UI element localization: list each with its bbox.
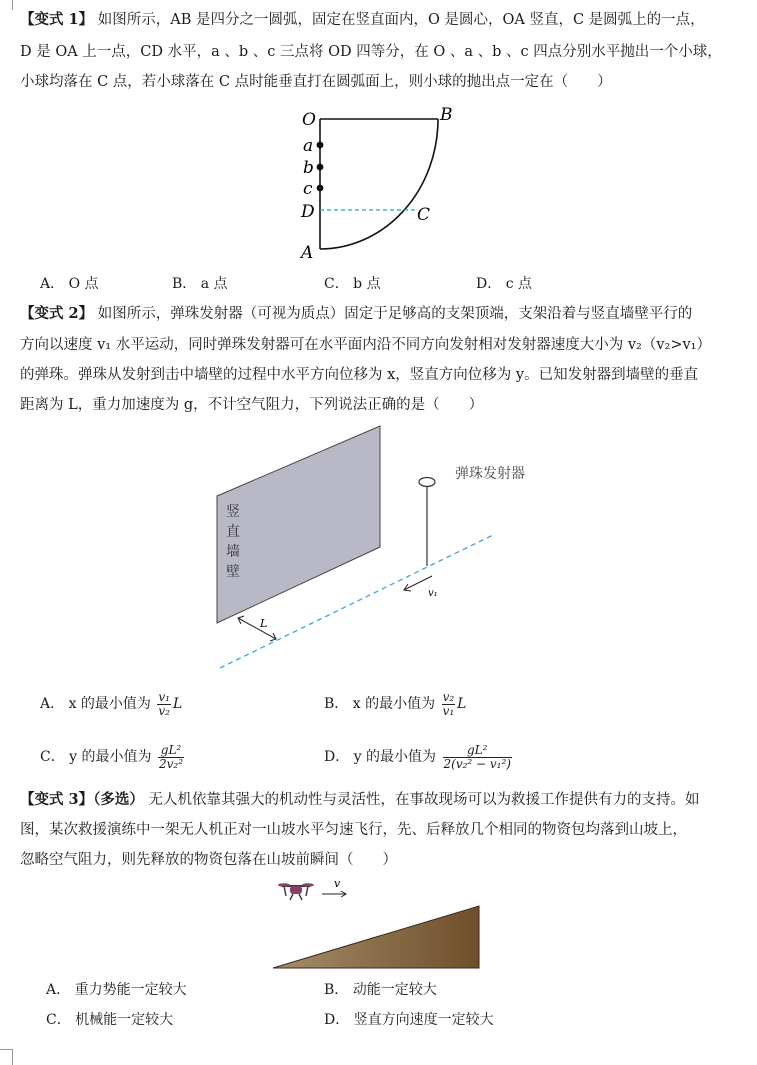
q1-option-d-letter: D．: [476, 276, 502, 292]
q2-option-a[interactable]: [40, 689, 182, 719]
q3-option-b-text: 动能一定较大: [352, 982, 437, 998]
q3-slope: [273, 906, 479, 968]
q3-option-c-letter: C．: [46, 1012, 71, 1028]
q2-launcher-label: 弹珠发射器: [455, 466, 525, 482]
drone-icon: [278, 883, 314, 900]
q1-label-a: a: [303, 136, 314, 156]
q2-option-a-letter: A．: [40, 696, 65, 712]
q2-option-d-letter: D．: [324, 749, 350, 765]
q3-drone-slope-figure: [260, 874, 490, 974]
page-corner-mark-bottom-left: [0, 1049, 12, 1050]
q1-text-1: 如图所示，AB 是四分之一圆弧，固定在竖直面内，O 是圆心，OA 竖直，C 是圆弧上的一点，: [97, 12, 705, 28]
q2-text-1: 如图所示，弹珠发射器（可视为质点）固定于足够高的支架顶端，支架沿着与竖直墙壁平行的: [97, 306, 693, 322]
q2-wall-launcher-figure: [200, 420, 540, 675]
q1-label-b: b: [303, 158, 314, 178]
q2-v1-label: v₁: [428, 588, 438, 599]
q3-option-a-text: 重力势能一定较大: [74, 982, 187, 998]
q3-line-2: 图，某次救援演练中一架无人机正对一山坡水平匀速飞行，先、后释放几个相同的物资包均落到山坡上，: [20, 822, 687, 838]
q2-option-c-denominator: 2v₂²: [158, 756, 184, 771]
q2-wall-label-2: 直: [226, 524, 240, 540]
q2-option-c-fraction: [158, 744, 184, 771]
q3-option-c-text: 机械能一定较大: [75, 1012, 174, 1028]
q2-option-a-suffix: L: [172, 696, 183, 712]
q2-wall-label-3: 墙: [226, 544, 240, 560]
q1-line-2: D 是 OA 上一点，CD 水平，a 、b 、c 三点将 OD 四等分，在 O 、a 、b 、c 四点分别水平抛出一个小球，: [20, 44, 722, 60]
q2-wall-label-4: 壁: [226, 564, 240, 580]
q2-L-label: L: [260, 617, 268, 630]
q1-line-3: 小球均落在 C 点，若小球落在 C 点时能垂直打在圆弧面上，则小球的抛出点一定在（ ）: [20, 74, 612, 90]
q2-option-b-denominator: v₁: [442, 703, 455, 718]
q2-option-d[interactable]: [324, 742, 514, 772]
q2-option-a-prefix: x 的最小值为: [68, 696, 151, 712]
q1-option-b-text: a 点: [200, 276, 228, 292]
page-corner-mark-top-left: [12, 0, 13, 10]
q3-option-d[interactable]: [324, 1010, 494, 1030]
q3-option-b-letter: B．: [324, 982, 349, 998]
q2-L-arrow-line: [238, 618, 276, 639]
q1-option-d-text: c 点: [505, 276, 532, 292]
q2-line-1: [20, 304, 692, 324]
q3-option-c[interactable]: [46, 1010, 173, 1030]
q2-line-3: 的弹珠。弹珠从发射到击中墙壁的过程中水平方向位移为 x，竖直方向位移为 y。已知发射器到墙壁的垂直: [20, 367, 699, 383]
q1-option-c-text: b 点: [353, 276, 381, 292]
q2-option-b-suffix: L: [457, 696, 467, 712]
q1-label-B: B: [440, 105, 453, 125]
q2-option-d-denominator: 2(v₂² − v₁²): [443, 756, 511, 771]
q1-label-A: A: [301, 243, 314, 263]
q1-option-c[interactable]: [324, 274, 381, 294]
q1-line-1: [20, 10, 705, 30]
q2-option-d-numerator: gL²: [443, 744, 512, 758]
page-corner-mark-bottom-left-v: [12, 1049, 13, 1065]
q2-vertical-wall: [217, 426, 380, 623]
q1-option-a-letter: A．: [40, 276, 65, 292]
q2-launcher: [419, 478, 435, 487]
q3-line-1: [20, 790, 700, 810]
q2-option-d-fraction: [443, 744, 512, 771]
q3-v-label: v: [334, 877, 341, 890]
q1-arc-AB: [320, 119, 438, 249]
q2-tag: 【变式 2】: [20, 305, 94, 322]
q1-option-a-text: O 点: [68, 276, 99, 292]
q2-option-d-prefix: y 的最小值为: [353, 749, 437, 765]
q2-option-b-prefix: x 的最小值为: [352, 696, 436, 712]
q1-label-C: C: [417, 205, 431, 225]
q3-tag: 【变式 3】（多选）: [20, 791, 144, 808]
q2-option-a-fraction: [157, 691, 171, 718]
q2-option-a-numerator: v₁: [158, 689, 170, 704]
q1-label-D: D: [301, 202, 315, 222]
q2-option-b-numerator: v₂: [442, 689, 455, 704]
q2-option-b-letter: B．: [324, 696, 349, 712]
q1-point-c: [317, 185, 324, 192]
q3-option-b[interactable]: [324, 980, 437, 1000]
q3-option-a-letter: A．: [46, 982, 71, 998]
q1-option-b[interactable]: [172, 274, 228, 294]
q3-option-a[interactable]: [46, 980, 187, 1000]
q2-wall-label-1: 竖: [226, 504, 240, 520]
q1-label-O: O: [302, 110, 316, 130]
q1-option-a[interactable]: [40, 274, 99, 294]
q3-text-1: 无人机依靠其强大的机动性与灵活性，在事故现场可以为救援工作提供有力的支持。如: [148, 792, 700, 808]
q3-option-d-letter: D．: [324, 1012, 350, 1028]
q2-option-a-denominator: v₂: [158, 703, 170, 718]
q1-label-c: c: [303, 179, 313, 199]
q1-option-d[interactable]: [476, 274, 532, 294]
q1-quarter-arc-figure: [290, 100, 470, 265]
q3-line-3: 忽略空气阻力，则先释放的物资包落在山坡前瞬间（ ）: [20, 852, 397, 868]
q1-point-b: [317, 164, 324, 171]
q2-option-c-numerator: gL²: [158, 744, 184, 758]
q2-option-b-fraction: [442, 691, 456, 718]
q1-option-b-letter: B．: [172, 276, 197, 292]
q3-option-d-text: 竖直方向速度一定较大: [353, 1012, 494, 1028]
q2-line-4: 距离为 L，重力加速度为 g，不计空气阻力，下列说法正确的是（ ）: [20, 397, 484, 413]
q2-option-b[interactable]: [324, 689, 466, 719]
q2-line-2: 方向以速度 v₁ 水平运动，同时弹珠发射器可在水平面内沿不同方向发射相对发射器速度大小为 v₂（v₂>v₁）: [20, 337, 711, 353]
q1-option-c-letter: C．: [324, 276, 349, 292]
q2-option-c-letter: C．: [40, 749, 65, 765]
q2-option-c[interactable]: [40, 742, 186, 772]
q1-tag: 【变式 1】: [20, 11, 94, 28]
q2-option-c-prefix: y 的最小值为: [69, 749, 152, 765]
q1-point-a: [317, 142, 324, 149]
